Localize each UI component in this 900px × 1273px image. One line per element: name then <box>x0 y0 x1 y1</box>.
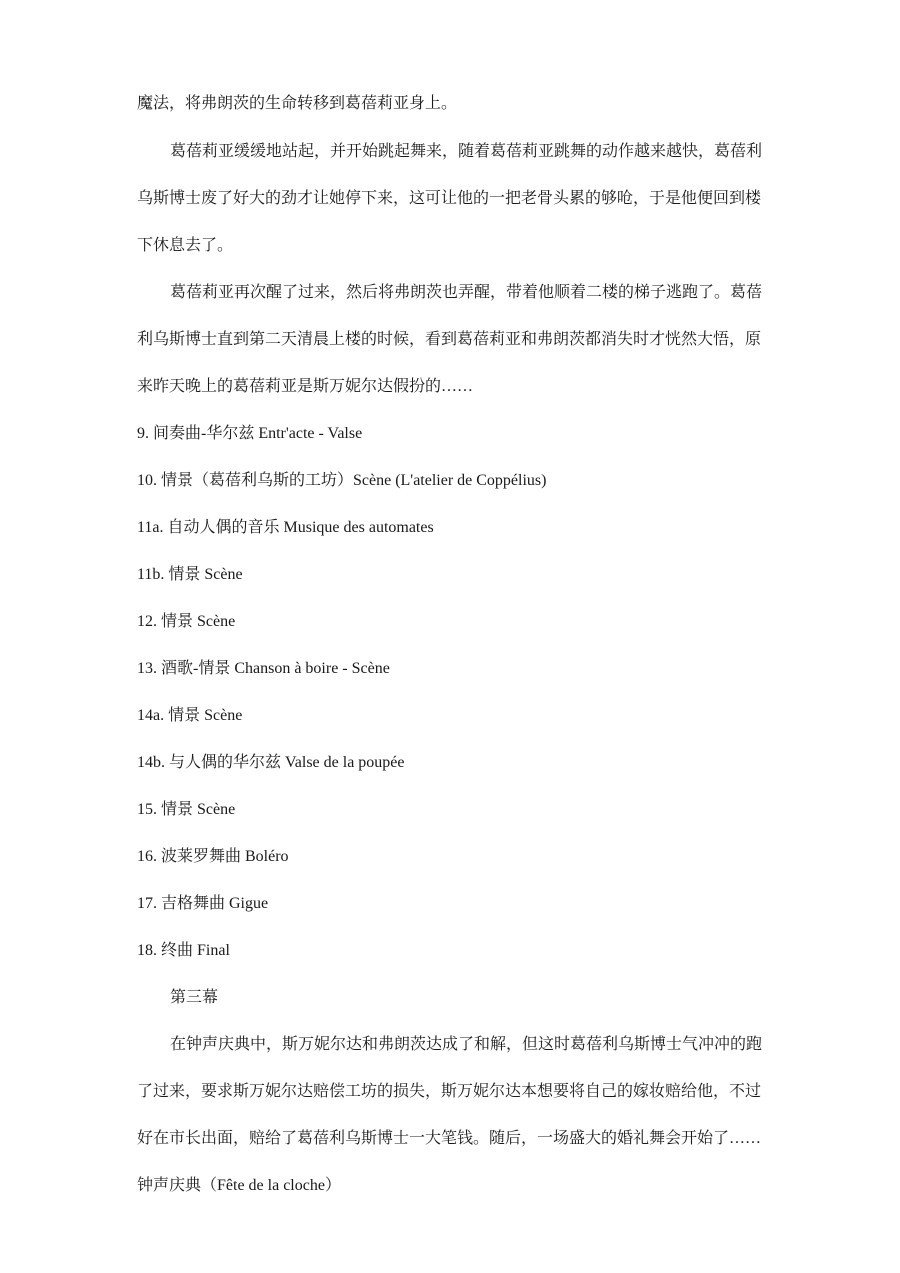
paragraph-line: 葛蓓莉亚缓缓地站起，并开始跳起舞来，随着葛蓓莉亚跳舞的动作越来越快，葛蓓利 <box>170 143 763 160</box>
paragraph-line: 利乌斯博士直到第二天清晨上楼的时候，看到葛蓓莉亚和弗朗茨都消失时才恍然大悟，原 <box>137 331 762 348</box>
section-subtitle: 钟声庆典（Fête de la cloche） <box>137 1177 341 1194</box>
track-item: 11a. 自动人偶的音乐 Musique des automates <box>137 519 434 536</box>
track-item: 17. 吉格舞曲 Gigue <box>137 895 269 912</box>
paragraph-line: 在钟声庆典中，斯万妮尔达和弗朗茨达成了和解，但这时葛蓓利乌斯博士气冲冲的跑 <box>170 1036 763 1053</box>
paragraph-line: 好在市长出面，赔给了葛蓓利乌斯博士一大笔钱。随后，一场盛大的婚礼舞会开始了…… <box>137 1130 762 1147</box>
paragraph-line: 葛蓓莉亚再次醒了过来，然后将弗朗茨也弄醒，带着他顺着二楼的梯子逃跑了。葛蓓 <box>170 284 763 301</box>
paragraph-line: 来昨天晚上的葛蓓莉亚是斯万妮尔达假扮的…… <box>137 378 474 395</box>
track-item: 14a. 情景 Scène <box>137 707 243 724</box>
track-item: 9. 间奏曲-华尔兹 Entr'acte - Valse <box>137 425 363 442</box>
paragraph-line: 魔法，将弗朗茨的生命转移到葛蓓莉亚身上。 <box>137 95 458 112</box>
track-item: 11b. 情景 Scène <box>137 566 243 583</box>
act-heading: 第三幕 <box>170 989 219 1006</box>
track-item: 13. 酒歌-情景 Chanson à boire - Scène <box>137 660 390 677</box>
track-item: 16. 波莱罗舞曲 Boléro <box>137 848 289 865</box>
track-item: 14b. 与人偶的华尔兹 Valse de la poupée <box>137 754 405 771</box>
track-item: 18. 终曲 Final <box>137 942 230 959</box>
track-item: 15. 情景 Scène <box>137 801 236 818</box>
track-item: 12. 情景 Scène <box>137 613 236 630</box>
track-item: 10. 情景（葛蓓利乌斯的工坊）Scène (L'atelier de Coppélius) <box>137 472 547 489</box>
paragraph-line: 了过来，要求斯万妮尔达赔偿工坊的损失，斯万妮尔达本想要将自己的嫁妆赔给他，不过 <box>137 1083 762 1100</box>
paragraph-line: 下休息去了。 <box>137 237 234 254</box>
paragraph-line: 乌斯博士废了好大的劲才让她停下来，这可让他的一把老骨头累的够呛，于是他便回到楼 <box>137 190 762 207</box>
